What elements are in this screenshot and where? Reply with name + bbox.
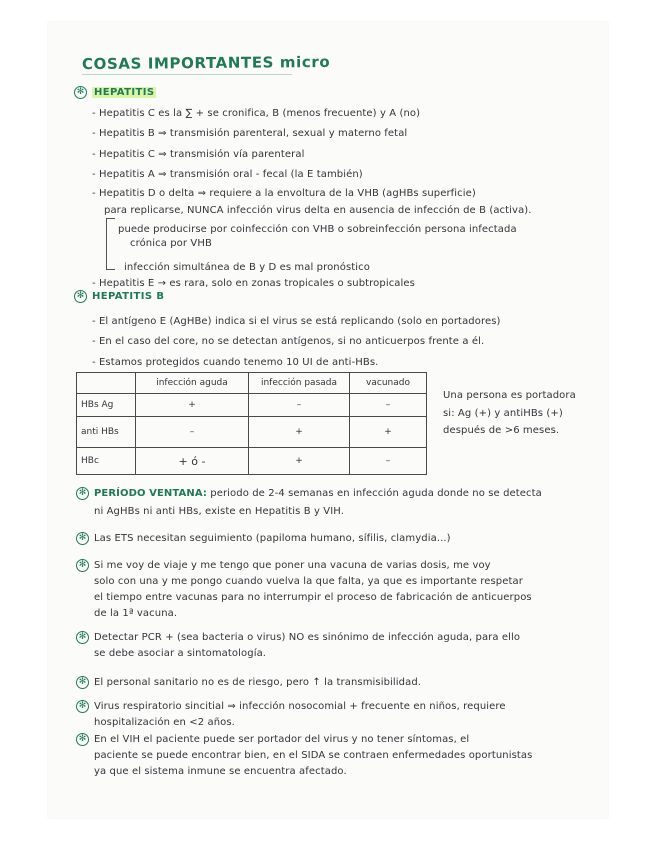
table-cell: –: [136, 417, 249, 448]
note-personal-sanitario-line-1: El personal sanitario no es de riesgo, pero ↑ la transmisibilidad.: [94, 677, 422, 688]
asterisk-bullet-icon: ✻: [76, 676, 89, 689]
title-underline: [82, 74, 292, 75]
hepatitis-line-2: - Hepatitis B ⇒ transmisión parenteral, sexual y materno fetal: [92, 128, 408, 139]
table-cell: + ó -: [136, 448, 249, 475]
serology-table: [76, 372, 427, 475]
side-note-line-3: después de >6 meses.: [443, 425, 560, 436]
note-vih-line-2: paciente se puede encontrar bien, en el SIDA se contraen enfermedades oportunistas: [94, 750, 533, 761]
asterisk-bullet-icon: ✻: [76, 631, 89, 644]
bracket-mark: [106, 218, 115, 270]
asterisk-bullet-icon: ✻: [76, 733, 89, 746]
note-viaje-line-2: solo con una y me pongo cuando vuelva la que falta, ya que es importante respetar: [94, 576, 523, 587]
note-viaje-line-4: de la 1ª vacuna.: [94, 608, 178, 619]
table-cell: +: [136, 394, 249, 417]
hepatitis-line-9: infección simultánea de B y D es mal pronóstico: [124, 262, 370, 273]
section-heading-hepatitis: HEPATITIS: [94, 87, 155, 98]
table-row-label: anti HBs: [77, 417, 136, 448]
hepatitis-line-6: para replicarse, NUNCA infección virus delta en ausencia de infección de B (activa).: [104, 205, 532, 216]
table-cell: +: [350, 417, 427, 448]
asterisk-bullet-icon: ✻: [76, 487, 89, 500]
note-vrs-line-1: Virus respiratorio sincitial ⇒ infección nosocomial + frecuente en niños, requiere: [94, 701, 506, 712]
table-cell: +: [249, 448, 350, 475]
table-row: [77, 448, 427, 475]
asterisk-bullet-icon: ✻: [76, 559, 89, 572]
note-pcr-line-1: Detectar PCR + (sea bacteria o virus) NO es sinónimo de infección aguda, para ello: [94, 632, 521, 643]
table-row: [77, 417, 427, 448]
table-cell: –: [249, 394, 350, 417]
table-header-cell: infección pasada: [249, 373, 350, 394]
hepatitis-line-8: crónica por VHB: [130, 238, 212, 249]
table-cell: –: [350, 394, 427, 417]
asterisk-bullet-icon: ✻: [76, 532, 89, 545]
hepatitis-b-line-2: - En el caso del core, no se detectan antígenos, si no anticuerpos frente a él.: [92, 336, 485, 347]
note-ets-line-1: Las ETS necesitan seguimiento (papiloma humano, sífilis, clamydia...): [94, 533, 451, 544]
note-vih-line-3: ya que el sistema inmune se encuentra afectado.: [94, 766, 347, 777]
table-header-cell: vacunado: [350, 373, 427, 394]
table-row-label: HBc: [77, 448, 136, 475]
table-row: [77, 394, 427, 417]
page-title: COSAS IMPORTANTES micro: [81, 52, 331, 74]
hepatitis-line-10: - Hepatitis E → es rara, solo en zonas tropicales o subtropicales: [92, 278, 415, 289]
hepatitis-line-7: puede producirse por coinfección con VHB o sobreinfección persona infectada: [118, 224, 517, 235]
hepatitis-line-1: - Hepatitis C es la ∑ + se cronifica, B (menos frecuente) y A (no): [92, 108, 421, 119]
hepatitis-b-line-1: - El antígeno E (AgHBe) indica si el virus se está replicando (solo en portadores): [92, 316, 501, 327]
hepatitis-b-line-3: - Estamos protegidos cuando tenemo 10 UI de anti-HBs.: [92, 357, 379, 368]
asterisk-bullet-icon: ✻: [74, 86, 87, 99]
asterisk-bullet-icon: ✻: [76, 700, 89, 713]
asterisk-bullet-icon: ✻: [74, 290, 87, 303]
note-pcr-line-2: se debe asociar a sintomatología.: [94, 648, 267, 659]
table-cell: +: [249, 417, 350, 448]
note-periodo-ventana-line-2: ni AgHBs ni anti HBs, existe en Hepatitis B y VIH.: [94, 506, 345, 517]
note-vrs-line-2: hospitalización en <2 años.: [94, 717, 235, 728]
table-header-cell: infección aguda: [136, 373, 249, 394]
note-periodo-ventana-line-1: PERÍODO VENTANA: periodo de 2-4 semanas en infección aguda donde no se detecta: [94, 488, 542, 499]
hepatitis-line-4: - Hepatitis A ⇒ transmisión oral - fecal (la E también): [92, 169, 363, 180]
hepatitis-line-5: - Hepatitis D o delta ⇒ requiere a la envoltura de la VHB (agHBs superficie): [92, 188, 476, 199]
note-viaje-line-3: el tiempo entre vacunas para no interrumpir el proceso de fabricación de anticuerpos: [94, 592, 532, 603]
table-header-cell: [77, 373, 136, 394]
side-note-line-1: Una persona es portadora: [443, 390, 576, 401]
table-cell: –: [350, 448, 427, 475]
table-row-label: HBs Ag: [77, 394, 136, 417]
note-viaje-line-1: Si me voy de viaje y me tengo que poner una vacuna de varias dosis, me voy: [94, 560, 491, 571]
section-heading-hepatitis-b: HEPATITIS B: [92, 291, 165, 302]
side-note-line-2: si: Ag (+) y antiHBs (+): [443, 408, 563, 419]
note-vih-line-1: En el VIH el paciente puede ser portador del virus y no tener síntomas, el: [94, 734, 470, 745]
hepatitis-line-3: - Hepatitis C ⇒ transmisión vía parenteral: [92, 149, 305, 160]
